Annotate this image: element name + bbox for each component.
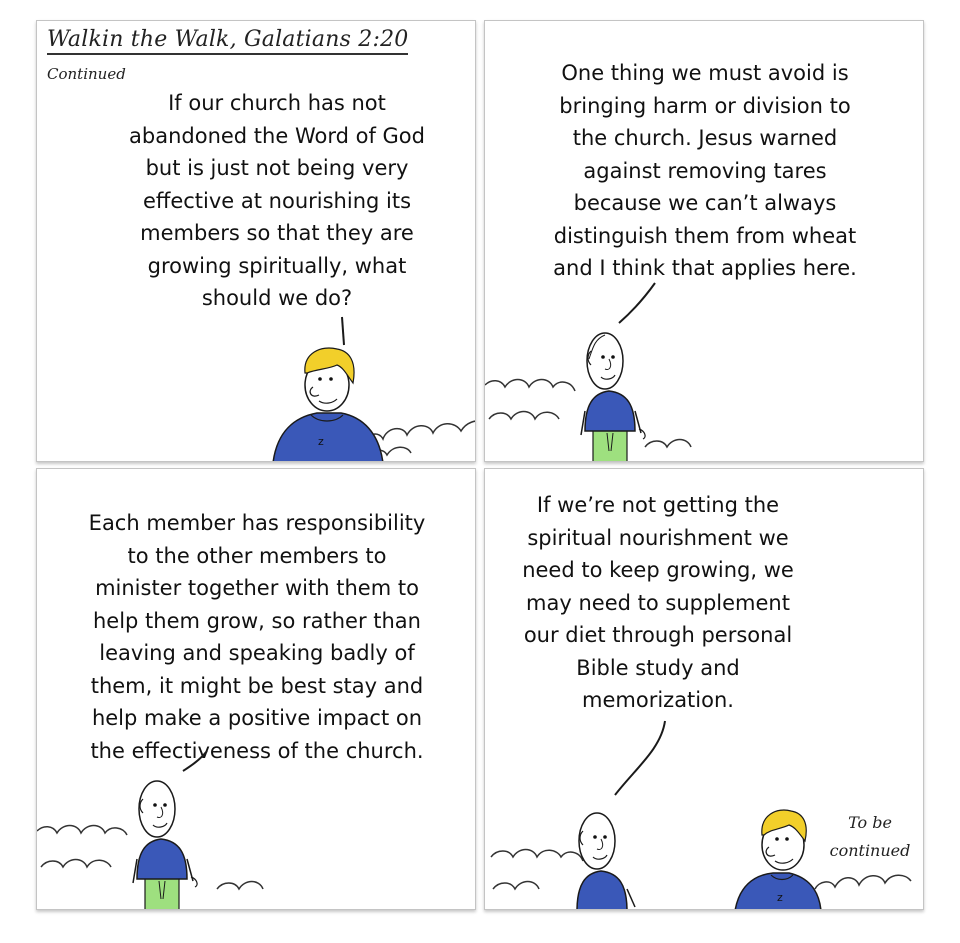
speech-text: One thing we must avoid is bringing harm or division to the church. Jesus warned against removing tares because we can’t always distinguish them from wheat and I think that applies here.	[553, 61, 857, 280]
svg-text:z: z	[318, 435, 324, 448]
speech-text: If our church has not abandoned the Word of God but is just not being very effective at nourishing its members so that they are growing spiritually, what should we do?	[129, 91, 425, 310]
comic-panel-2	[484, 20, 924, 462]
panel-illustration	[485, 21, 924, 462]
cloud	[491, 850, 583, 862]
cloud	[37, 826, 127, 836]
bald-man-figure	[577, 813, 635, 910]
speech-tail	[342, 317, 344, 345]
cloud	[485, 380, 575, 392]
continued-label: Continued	[47, 65, 126, 83]
bald-man-figure	[581, 333, 645, 462]
speech-tail	[615, 721, 665, 795]
comic-title: Walkin the Walk, Galatians 2:20	[47, 27, 408, 55]
panel-illustration	[485, 469, 924, 910]
to-be-continued-label: To be continued	[829, 813, 911, 860]
bald-man-figure	[133, 781, 197, 910]
speech-tail	[183, 751, 207, 771]
speech-text: Each member has responsibility to the other members to minister together with them to help them grow, so rather than leaving and speaking badly of them, it might be best stay and help make a positive impact on the effectiveness of the church.	[88, 511, 426, 763]
comic-panel-1	[36, 20, 476, 462]
speech-text: If we’re not getting the spiritual nourishment we need to keep growing, we may need to supplement our diet through personal Bible study and memorization.	[522, 493, 794, 712]
cloud	[365, 421, 476, 443]
panel-illustration	[37, 21, 476, 462]
comic-panel-3	[36, 468, 476, 910]
speech-tail	[619, 283, 655, 323]
blond-man-figure	[735, 810, 821, 910]
comic-panel-4	[484, 468, 924, 910]
svg-text:z: z	[777, 891, 783, 904]
panel-illustration	[37, 469, 476, 910]
blond-man-figure	[273, 348, 383, 462]
